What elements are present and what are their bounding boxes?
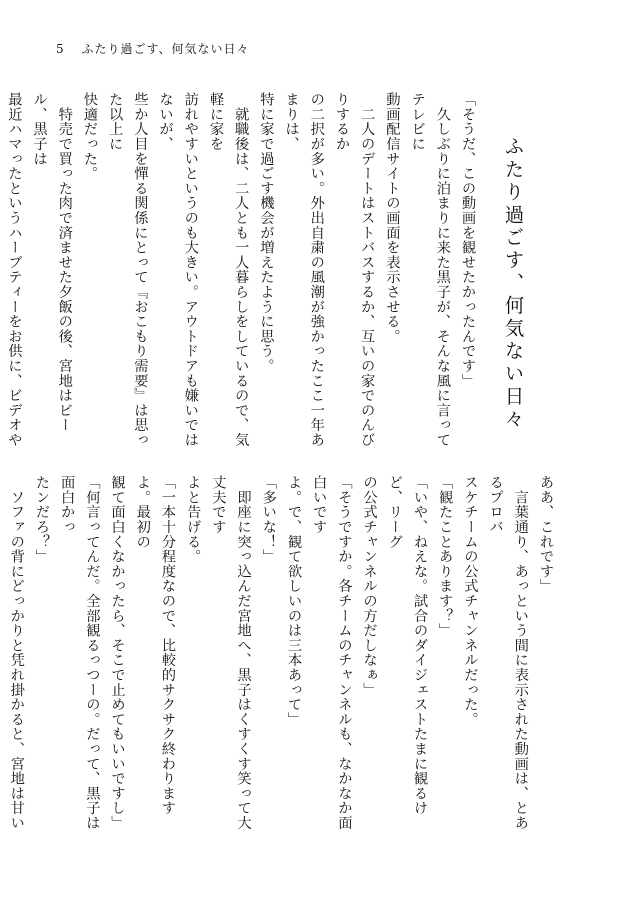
- text-line: たンだろ？」: [33, 475, 50, 564]
- text-line: 「いや、ねえな。試合のダイジェストたまに観るけど、リーグ: [386, 475, 428, 816]
- text-line: 「そうですか。各チームのチャンネルも、なかなか面白いです: [311, 475, 353, 831]
- text-line: 特に家で過ごす機会が増えたように思う。: [258, 92, 275, 374]
- text-line: 「多いな！」: [260, 475, 277, 564]
- page-number: 5: [56, 42, 65, 56]
- text-line: 言葉通り、あっという間に表示された動画は、とあるプロバ: [487, 475, 529, 831]
- text-line: 久しぶりに泊まりに来た黒子が、そんな風に言ってテレビに: [409, 92, 451, 448]
- upper-text-block: [6, 92, 480, 458]
- text-line: 最近ハマったというハーブティーをお供に、ビデオや: [6, 92, 23, 448]
- text-line: よと告げる。: [185, 475, 202, 564]
- text-line: 動画配信サイトの画面を表示させる。: [384, 92, 401, 344]
- chapter-title: ふたり過ごす、何気ない日々: [501, 136, 525, 432]
- text-line: 「一本十分程度なので、比較的サクサク終わりますよ。最初の: [134, 475, 176, 816]
- text-line: 「何言ってんだ。全部観るっつーの。だって、黒子は面白かっ: [59, 475, 101, 831]
- text-line: 快適だった。: [81, 92, 98, 181]
- text-line: 観て面白くなかったら、そこで止めてもいいですし」: [109, 475, 126, 831]
- text-line: スケチームの公式チャンネルだった。: [462, 475, 479, 727]
- text-line: ソファの背にどっかりと凭れ掛かると、宮地は甘い: [8, 489, 25, 831]
- text-line: ああ、これです」: [538, 475, 554, 594]
- text-line: の二択が多い。外出自粛の風潮が強かったここ一年あまりは、: [283, 92, 325, 448]
- lower-text-block: [8, 475, 558, 843]
- running-header: [56, 40, 250, 57]
- running-title: ふたり過ごす、何気ない日々: [81, 42, 250, 56]
- text-line: 二人のデートはストバスするか、互いの家でのんびりするか: [333, 92, 376, 448]
- text-line: 「観たことあります？」: [437, 475, 454, 638]
- text-line: 訪れやすいというのも大きい。アウトドアも嫌いではないが、: [157, 92, 199, 448]
- text-line: の公式チャンネルの方だしなぁ」: [361, 475, 378, 697]
- text-line: 就職後は、二人とも一人暮らしをしているので、気軽に家を: [207, 92, 250, 448]
- text-line: 特売で買った肉で済ませた夕飯の後、宮地はビール、黒子は: [31, 92, 73, 433]
- text-line: 「そうだ、この動画を観せたかったんです」: [460, 92, 476, 388]
- text-line: 即座に突っ込んだ宮地へ、黒子はくすくす笑って大丈夫です: [210, 475, 252, 831]
- text-line: 些か人目を憚る関係にとって『おこもり需要』は思った以上に: [107, 92, 149, 448]
- text-line: よ。で、観て欲しいのは三本あって」: [285, 475, 302, 727]
